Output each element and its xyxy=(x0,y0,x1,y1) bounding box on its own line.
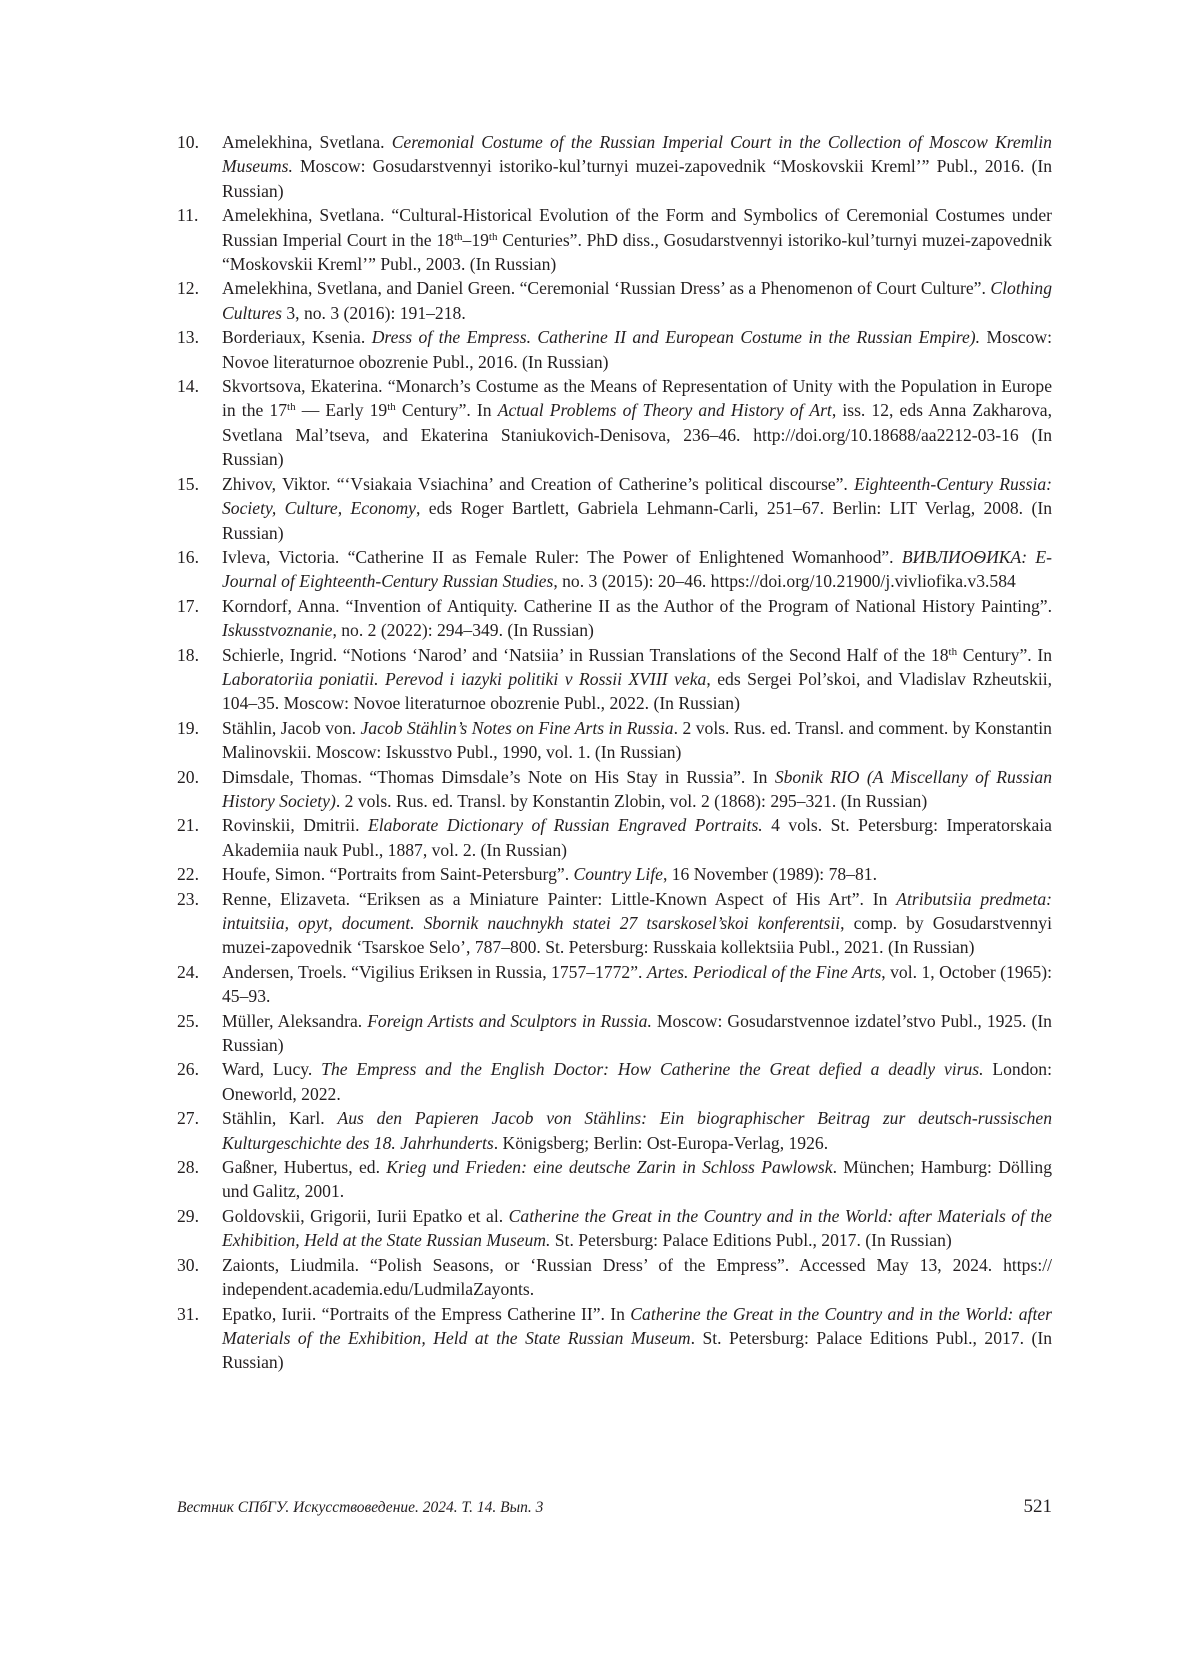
reference-segment: Ivleva, Victoria. “Catherine II as Female Ruler: The Power of Enlightened Womanhood”. xyxy=(222,546,902,567)
reference-segment: Rovinskii, Dmitrii. xyxy=(222,815,368,836)
reference-text xyxy=(222,813,1052,862)
reference-text xyxy=(222,862,1052,886)
reference-segment: Schierle, Ingrid. “Notions ‘Narod’ and ‘Natsiia’ in Russian Translations of the Second Half of the 18 xyxy=(222,644,949,665)
reference-text xyxy=(222,545,1052,594)
reference-segment: Moscow: Novoe literaturnoe obozrenie Publ., 2016. (In Russian) xyxy=(222,327,1052,372)
reference-segment: Zaionts, Liudmila. “Polish Seasons, or ‘Russian Dress’ of the Empress”. Accessed May 13, 2024. https://​independent.academia.edu/LudmilaZayonts. xyxy=(222,1254,1052,1300)
reference-number: 26. xyxy=(177,1059,199,1080)
reference-number: 16. xyxy=(177,546,199,567)
reference-segment: . 2 vols. Rus. ed. Transl. by Konstantin Zlobin, vol. 2 (1868): 295–321. (In Russian) xyxy=(335,790,928,811)
superscript: th xyxy=(948,645,958,658)
reference-number: 13. xyxy=(177,327,199,348)
reference-title: Aus den Papieren Jacob von Stählins: Ein biographischer Beitrag zur deutsch-russischen Kulturgeschichte des 18. Jahrhunderts xyxy=(222,1108,1052,1153)
reference-title: Atributsiia predmeta: intuitsiia, opyt, document. Sbornik nauchnykh statei 27 tsarskosel’skoi konferentsii xyxy=(222,888,1052,933)
reference-number: 17. xyxy=(177,595,199,616)
reference-segment: , no. 2 (2022): 294–349. (In Russian) xyxy=(332,620,594,641)
reference-segment: Zhivov, Viktor. “‘Vsiakaia Vsiachina’ and Creation of Catherine’s political discourse”. xyxy=(222,473,855,494)
reference-item xyxy=(177,325,1052,374)
reference-segment: . 2 vols. Rus. ed. Transl. and comment. by Konstantin Malinovskii. Moscow: Iskusstvo Publ., 1990, vol. 1. (In Russian) xyxy=(222,717,1052,763)
reference-text xyxy=(222,594,1052,643)
reference-item xyxy=(177,276,1052,325)
reference-segment: 3, no. 3 (2016): 191–218. xyxy=(281,302,466,323)
reference-number: 29. xyxy=(177,1205,199,1226)
reference-segment: Skvortsova, Ekaterina. “Monarch’s Costume as the Means of Representation of Unity with the Population in Europe in the 17 xyxy=(222,376,1052,421)
reference-list xyxy=(177,130,1052,1375)
reference-item xyxy=(177,472,1052,545)
reference-text xyxy=(222,1009,1052,1058)
reference-segment: Moscow: Gosudarstvennoe izdatel’stvo Publ., 1925. (In Russian) xyxy=(222,1010,1052,1056)
reference-segment: Ward, Lucy. xyxy=(222,1059,322,1080)
reference-text xyxy=(222,1302,1052,1375)
reference-item xyxy=(177,1009,1052,1058)
reference-number: 28. xyxy=(177,1157,199,1178)
reference-number: 19. xyxy=(177,717,199,738)
reference-segment: Century”. In xyxy=(957,644,1053,665)
reference-text xyxy=(222,643,1052,716)
reference-title: Krieg und Frieden: eine deutsche Zarin in Schloss Pawlowsk xyxy=(386,1157,833,1178)
reference-segment: Stählin, Jacob von. xyxy=(222,717,361,738)
page-footer xyxy=(177,1496,1052,1518)
reference-text xyxy=(222,374,1052,472)
reference-segment: 4 vols. St. Petersburg: Imperatorskaia Akademiia nauk Publ., 1887, vol. 2. (In Russian) xyxy=(222,815,1052,860)
reference-segment: . Königsberg; Berlin: Ost-Europa-Verlag, 1926. xyxy=(493,1132,829,1153)
journal-citation: Вестник СПбГУ. Искусствоведение. 2024. Т. 14. Вып. 3 xyxy=(177,1499,544,1516)
reference-title: Artes. Periodical of the Fine Arts xyxy=(646,961,882,982)
reference-text xyxy=(222,716,1052,765)
reference-text xyxy=(222,130,1052,203)
reference-item xyxy=(177,1302,1052,1375)
reference-title: Laboratoriia poniatii. Perevod i iazyki politiki v Rossii XVIII veka xyxy=(222,668,707,689)
reference-text xyxy=(222,472,1052,545)
page-number: 521 xyxy=(1023,1496,1052,1517)
reference-item xyxy=(177,594,1052,643)
reference-item xyxy=(177,862,1052,886)
reference-number: 30. xyxy=(177,1254,199,1275)
reference-text xyxy=(222,203,1052,276)
reference-segment: , comp. by Gosudarstvennyi muzei-zapovednik ‘Tsarskoe Selo’, 787–800. St. Petersburg: Russkaia kollektsiia Publ., 2021. (In Russian) xyxy=(222,913,1052,958)
reference-segment: Korndorf, Anna. “Invention of Antiquity. Catherine II as the Author of the Program of National History Painting”. xyxy=(222,595,1052,616)
reference-title: Clothing Cultures xyxy=(222,278,1052,323)
reference-item xyxy=(177,716,1052,765)
reference-segment: , vol. 1, October (1965): 45–93. xyxy=(222,961,1052,1007)
reference-segment: Amelekhina, Svetlana, and Daniel Green. “Ceremonial ‘Russian Dress’ as a Phenomenon of Court Culture”. xyxy=(222,278,991,299)
reference-number: 24. xyxy=(177,961,199,982)
reference-text xyxy=(222,276,1052,325)
reference-item xyxy=(177,545,1052,594)
reference-number: 15. xyxy=(177,473,199,494)
reference-number: 20. xyxy=(177,766,199,787)
superscript: th xyxy=(488,230,498,243)
reference-item xyxy=(177,813,1052,862)
reference-segment: Andersen, Troels. “Vigilius Eriksen in Russia, 1757–1772”. xyxy=(222,961,647,982)
superscript: th xyxy=(453,230,463,243)
reference-title: Ceremonial Costume of the Russian Imperial Court in the Collection of Moscow Kremlin Museums. xyxy=(222,132,1052,177)
reference-item xyxy=(177,374,1052,472)
reference-segment: Müller, Aleksandra. xyxy=(222,1010,368,1031)
reference-segment: Century”. In xyxy=(395,400,498,421)
reference-text xyxy=(222,765,1052,814)
reference-title: Actual Problems of Theory and History of Art xyxy=(497,400,832,421)
reference-segment: , 16 November (1989): 78–81. xyxy=(662,864,877,885)
reference-segment: Centuries”. PhD diss., Gosudarstvennyi istoriko-kul’turnyi muzei-zapovednik “Moskovskii Kreml’” Publ., 2003. (In Russian) xyxy=(222,229,1052,275)
reference-title: Eighteenth-Century Russia: Society, Culture, Economy xyxy=(222,473,1052,519)
reference-item xyxy=(177,203,1052,276)
reference-number: 31. xyxy=(177,1303,199,1324)
reference-title: Catherine the Great in the Country and in the World: after Materials of the Exhibition, Held at the State Russian Museum xyxy=(222,1303,1052,1348)
reference-segment: Amelekhina, Svetlana. “Cultural-Historical Evolution of the Form and Symbolics of Ceremonial Costumes under Russian Imperial Court in the 18 xyxy=(222,205,1052,250)
superscript: th xyxy=(287,401,296,414)
reference-segment: Gaßner, Hubertus, ed. xyxy=(222,1157,387,1178)
reference-title: The Empress and the English Doctor: How Catherine the Great defied a deadly virus. xyxy=(321,1059,984,1080)
reference-number: 21. xyxy=(177,815,199,836)
reference-text xyxy=(222,1155,1052,1204)
reference-segment: . München; Hamburg: Dölling und Galitz, 2001. xyxy=(222,1157,1052,1202)
reference-segment: , eds Roger Bartlett, Gabriela Lehmann-Carli, 251–67. Berlin: LIT Verlag, 2008. (In Russian) xyxy=(222,498,1052,543)
reference-number: 11. xyxy=(177,205,199,226)
reference-item xyxy=(177,1057,1052,1106)
reference-title: Jacob Stählin’s Notes on Fine Arts in Russia xyxy=(360,717,674,738)
reference-title: Dress of the Empress. Catherine II and European Costume in the Russian Empire). xyxy=(371,327,981,348)
reference-segment: St. Petersburg: Palace Editions Publ., 2017. (In Russian) xyxy=(550,1230,952,1251)
reference-title: Foreign Artists and Sculptors in Russia. xyxy=(367,1010,652,1031)
reference-segment: , no. 3 (2015): 20–46. https://doi.org/10.21900/j.vivliofika.v3.584 xyxy=(553,571,1016,592)
reference-number: 12. xyxy=(177,278,199,299)
reference-title: ВИВЛИОѲИКА: E-Journal of Eighteenth-Century Russian Studies xyxy=(222,546,1052,592)
reference-item xyxy=(177,1106,1052,1155)
reference-title: Sbonik RIO (A Miscellany of Russian History Society) xyxy=(222,766,1052,811)
reference-item xyxy=(177,1155,1052,1204)
reference-title: Elaborate Dictionary of Russian Engraved Portraits. xyxy=(367,815,763,836)
reference-item xyxy=(177,1253,1052,1302)
reference-segment: Renne, Elizaveta. “Eriksen as a Miniature Painter: Little-Known Aspect of His Art”. In xyxy=(222,888,897,909)
reference-segment: Goldovskii, Grigorii, Iurii Epatko et al. xyxy=(222,1205,509,1226)
reference-segment: — Early 19 xyxy=(295,400,388,421)
reference-segment: Houfe, Simon. “Portraits from Saint-Petersburg”. xyxy=(222,864,574,885)
reference-segment: London: Oneworld, 2022. xyxy=(222,1059,1052,1104)
reference-text xyxy=(222,1057,1052,1106)
reference-segment: Borderiaux, Ksenia. xyxy=(222,327,372,348)
reference-item xyxy=(177,960,1052,1009)
reference-segment: , eds Sergei Pol’skoi, and Vladislav Rzheutskii, 104–35. Moscow: Novoe literaturnoe obozrenie Publ., 2022. (In Russian) xyxy=(222,668,1052,714)
reference-segment: Amelekhina, Svetlana. xyxy=(222,132,392,152)
reference-number: 23. xyxy=(177,888,199,909)
reference-item xyxy=(177,130,1052,203)
reference-text xyxy=(222,887,1052,960)
reference-item xyxy=(177,765,1052,814)
reference-number: 22. xyxy=(177,864,199,885)
reference-item xyxy=(177,1204,1052,1253)
reference-number: 18. xyxy=(177,644,199,665)
reference-number: 14. xyxy=(177,376,199,397)
reference-segment: , iss. 12, eds Anna Zakharova, Svetlana Mal’tseva, and Ekaterina Staniukovich-Denisova, 236–46. http://​doi.org/10.18688/aa2212-03-16 (In Russian) xyxy=(222,400,1052,470)
reference-segment: Moscow: Gosudarstvennyi istoriko-kul’turnyi muzei-zapovednik “Moskovskii Kreml’” Publ., 2016. (In Russian) xyxy=(222,156,1052,201)
reference-text xyxy=(222,1204,1052,1253)
reference-text xyxy=(222,960,1052,1009)
reference-title: Country Life xyxy=(573,864,663,885)
superscript: th xyxy=(387,401,396,414)
reference-text xyxy=(222,1106,1052,1155)
reference-number: 25. xyxy=(177,1010,199,1031)
reference-segment: Stählin, Karl. xyxy=(222,1108,338,1129)
reference-number: 10. xyxy=(177,132,199,152)
reference-segment: . St. Petersburg: Palace Editions Publ., 2017. (In Russian) xyxy=(222,1327,1053,1373)
reference-text xyxy=(222,325,1052,374)
reference-segment: Epatko, Iurii. “Portraits of the Empress Catherine II”. In xyxy=(222,1303,631,1324)
reference-segment: –19 xyxy=(462,229,489,250)
reference-number: 27. xyxy=(177,1108,199,1129)
reference-title: Iskusstvoznanie xyxy=(222,620,333,641)
reference-text xyxy=(222,1253,1052,1302)
reference-segment: Dimsdale, Thomas. “Thomas Dimsdale’s Note on His Stay in Russia”. In xyxy=(222,766,775,787)
reference-item xyxy=(177,887,1052,960)
reference-item xyxy=(177,643,1052,716)
reference-title: Catherine the Great in the Country and in the World: after Materials of the Exhibition, Held at the State Russian Museum. xyxy=(222,1205,1052,1251)
